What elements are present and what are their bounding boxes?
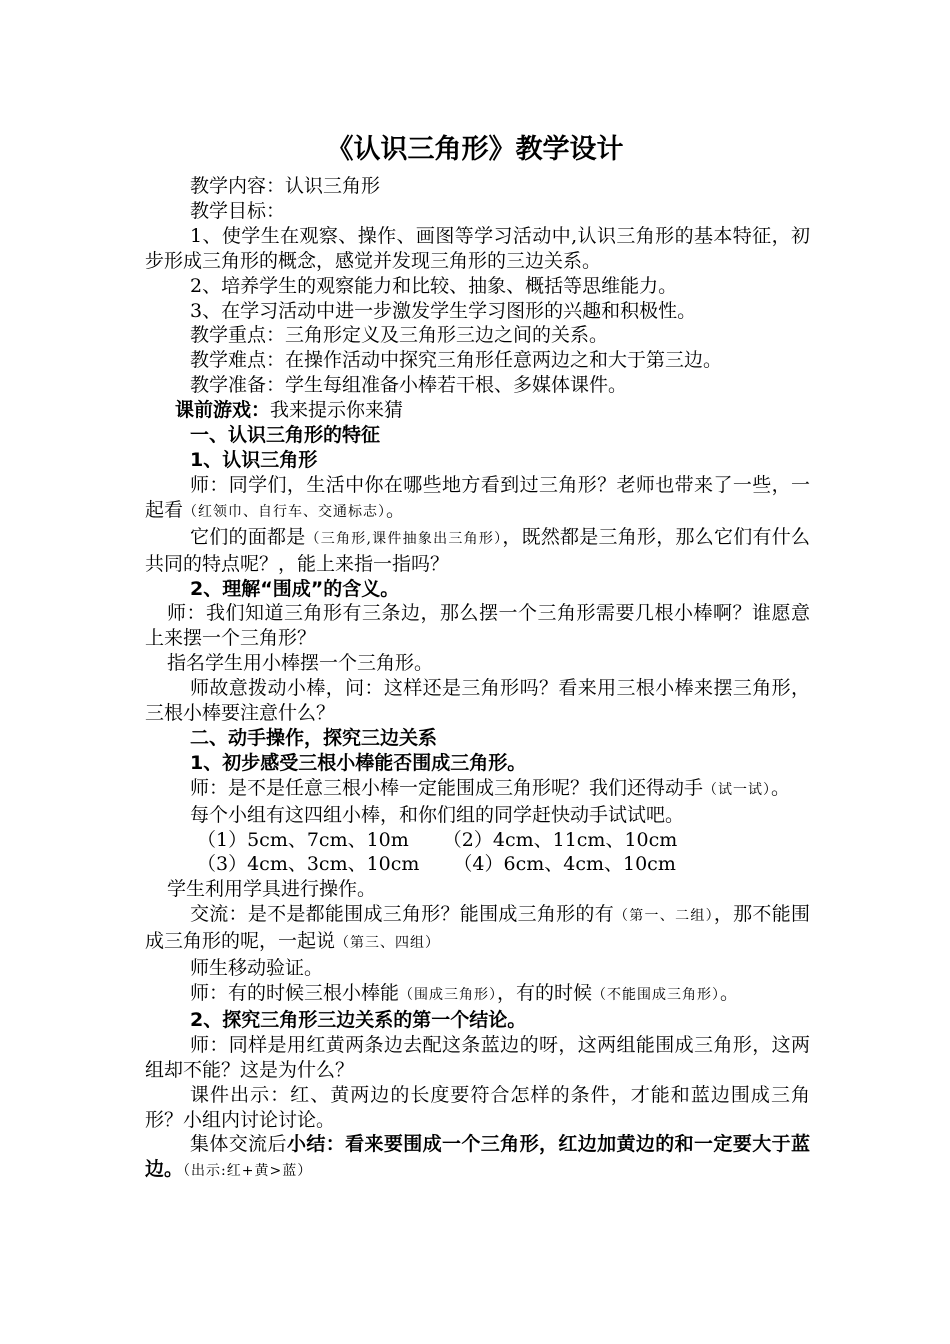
paragraph-12: 师：同样是用红黄两条边去配这条蓝边的呀，这两组能围成三角形，这两组却不能？这是为什么？ [145, 1033, 810, 1081]
paragraph-14-summary: 小结：看来要围成一个三角形，红边加黄边的和一定要大于蓝边。 [145, 1133, 810, 1181]
paragraph-11-b: ，有的时候 [497, 982, 593, 1004]
document-body [145, 174, 810, 1184]
paragraph-6 [145, 776, 810, 803]
paragraph-9-note-2: （第三、四组） [335, 935, 441, 952]
paragraph-3: 师：我们知道三角形有三条边，那么摆一个三角形需要几根小棒啊？谁愿意上来摆一个三角形？ [145, 602, 810, 650]
subsection-1-2: 2、理解“围成”的含义。 [190, 577, 400, 600]
paragraph-11-a: 师：有的时候三根小棒能 [190, 982, 400, 1004]
preparation: 教学准备：学生每组准备小棒若干根、多媒体课件。 [190, 374, 628, 397]
difficulty: 教学难点：在操作活动中探究三角形任意两边之和大于第三边。 [190, 349, 723, 372]
paragraph-6-note: （试一试） [703, 781, 772, 798]
paragraph-14 [145, 1132, 810, 1184]
paragraph-9-b: ，那不能围成三角形的呢，一起说 [145, 903, 810, 953]
paragraph-11-note-2: （不能围成三角形） [592, 987, 721, 1003]
paragraph-4: 指名学生用小棒摆一个三角形。 [167, 652, 434, 675]
subsection-1-1: 1、认识三角形 [190, 448, 318, 471]
key-point: 教学重点：三角形定义及三角形三边之间的关系。 [190, 324, 609, 347]
stick-group-2: （2）4cm、11cm、10cm [442, 828, 678, 851]
paragraph-6-end: 。 [771, 776, 791, 799]
paragraph-10: 师生移动验证。 [190, 957, 324, 980]
paragraph-11-note-1: （围成三角形） [399, 987, 498, 1003]
paragraph-1-note: （红领巾、自行车、交通标志） [183, 503, 387, 520]
paragraph-13: 课件出示：红、黄两边的长度要符合怎样的条件，才能和蓝边围成三角形？小组内讨论讨论。 [145, 1083, 810, 1131]
game-label: 课前游戏： [175, 399, 271, 422]
goal-3: 3、在学习活动中进一步激发学生学习图形的兴趣和积极性。 [190, 299, 697, 322]
page-title: 《认识三角形》教学设计 [326, 134, 624, 165]
subsection-2-1: 1、初步感受三根小棒能否围成三角形。 [190, 751, 527, 774]
section-1-heading: 一、认识三角形的特征 [190, 424, 381, 447]
stick-group-4: （4）6cm、4cm、10cm [453, 853, 676, 876]
game-text: 我来提示你来猜 [270, 399, 404, 422]
paragraph-8: 学生利用学具进行操作。 [167, 878, 377, 901]
paragraph-1 [145, 473, 810, 525]
stick-group-3: （3）4cm、3cm、10cm [197, 853, 420, 876]
paragraph-6-text: 师：是不是任意三根小棒一定能围成三角形呢？我们还得动手 [190, 776, 704, 799]
paragraph-2-b: ，既然都是三角形，那么它们有什么共同的特点呢？，能上来指一指吗？ [145, 525, 810, 575]
paragraph-9-note-1: （第一、二组） [613, 908, 714, 925]
paragraph-2-a: 它们的面都是 [190, 525, 306, 548]
paragraph-9-a: 交流：是不是都能围成三角形？能围成三角形的有 [190, 903, 614, 926]
stick-group-1: （1）5cm、7cm、10m [197, 828, 409, 851]
section-2-heading: 二、动手操作，探究三边关系 [190, 726, 438, 749]
pre-class-game [145, 398, 810, 423]
paragraph-1-text: 师：同学们，生活中你在哪些地方看到过三角形？老师也带来了一些，一起看 [145, 473, 810, 521]
paragraph-11-end: 。 [720, 982, 740, 1004]
teaching-content: 教学内容：认识三角形 [190, 175, 381, 197]
paragraph-2-note: （三角形,课件抽象出三角形） [305, 530, 503, 547]
stick-groups-row-1 [145, 828, 810, 853]
paragraph-5: 师故意拨动小棒，问：这样还是三角形吗？看来用三根小棒来摆三角形，三根小棒要注意什么？ [145, 677, 810, 725]
goal-2: 2、培养学生的观察能力和比较、抽象、概括等思维能力。 [190, 274, 678, 297]
paragraph-9 [145, 902, 810, 956]
paragraph-2 [145, 525, 810, 577]
paragraph-14-note: （出示:红+黄>蓝） [183, 1163, 313, 1180]
paragraph-1-end: 。 [386, 498, 406, 521]
goal-1: 1、使学生在观察、操作、画图等学习活动中,认识三角形的基本特征，初步形成三角形的概念，感觉并发现三角形的三边关系。 [145, 224, 810, 272]
teaching-goals-label: 教学目标： [190, 199, 286, 222]
paragraph-11 [145, 981, 810, 1008]
paragraph-14-a: 集体交流后 [190, 1133, 287, 1156]
stick-groups-row-2 [145, 852, 810, 877]
paragraph-7: 每个小组有这四组小棒，和你们组的同学赶快动手试试吧。 [190, 803, 685, 826]
subsection-2-2: 2、探究三角形三边关系的第一个结论。 [190, 1008, 527, 1031]
